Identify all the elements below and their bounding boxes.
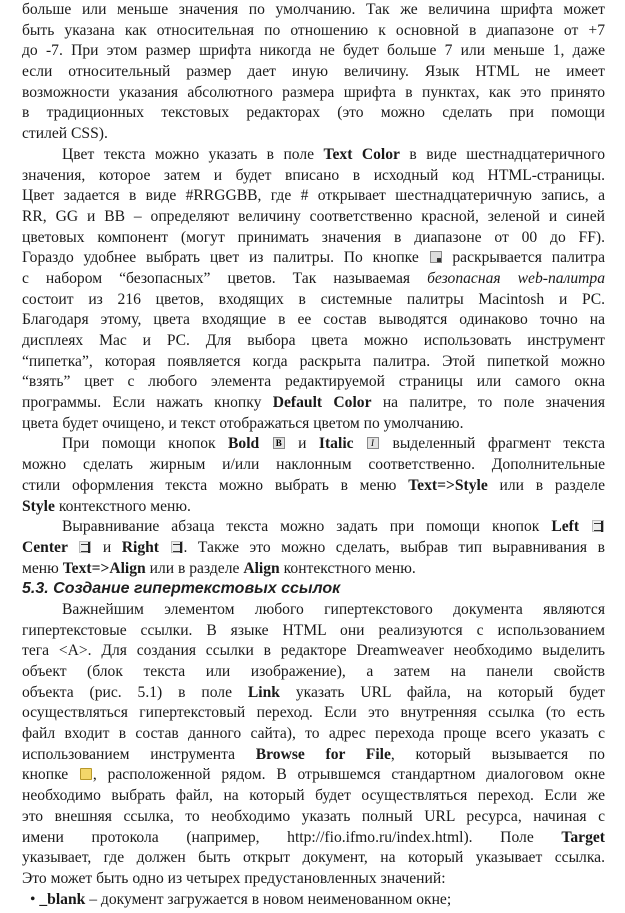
text: указывает, где должен быть открыт документ, на который указывает ссылка.: [22, 849, 605, 867]
text: выделенный фрагмент текста: [380, 435, 605, 453]
bold-term: Text=>Align: [62, 559, 146, 577]
text-line: [22, 641, 605, 662]
text: контекстного меню.: [54, 497, 191, 515]
text: можно сделать жирным и/или наклонным соответственно. Дополнительные: [22, 456, 605, 474]
text: с набором “безопасных” цветов. Так называемая: [22, 269, 428, 287]
text-line: [22, 455, 605, 476]
text: до -7. При этом размер шрифта никогда не будет больше 7 или меньше 1, даже: [22, 42, 605, 60]
text-line: [22, 621, 605, 642]
text: , который вызывается по: [390, 745, 605, 763]
text: 5.3. Создание гипертекстовых ссылок: [22, 580, 341, 598]
text-line: [22, 476, 605, 497]
text-line: [22, 248, 605, 269]
bold-term: Style: [22, 497, 55, 515]
text-line: [22, 745, 605, 766]
text: Цвет текста можно указать в поле: [62, 145, 324, 163]
text: Важнейшим элементом любого гипертекстового документа являются: [62, 600, 605, 618]
text: и: [285, 435, 319, 453]
text: Цвет задается в виде #RRGGBB, где # открывает шестнадцатеричную запись, а: [22, 187, 605, 205]
text-line: [22, 600, 605, 621]
text: дисплеях Mac и PC. Для выбора цвета можно использовать инструмент: [22, 332, 605, 349]
bold-term: Italic: [318, 435, 354, 453]
bold-button-icon: [273, 437, 285, 449]
bold-term: Align: [243, 559, 280, 577]
text-line: [22, 517, 605, 538]
text: •: [30, 890, 40, 908]
text: программы. Если нажать кнопку: [22, 394, 273, 412]
text: быть указана как относительная по отношению к основной в диапазоне от +7: [22, 21, 605, 39]
bullet-item: [22, 890, 605, 911]
text: Гораздо удобнее выбрать цвет из палитры. По кнопке: [22, 249, 429, 267]
text: осуществляться гипертекстовый переход. Если это внутренняя ссылка (то есть: [22, 704, 605, 722]
italic-term: безопасная web-палитра: [427, 269, 605, 287]
text-line: [22, 559, 605, 580]
text: [354, 435, 366, 452]
text-line: [22, 331, 605, 352]
text-line: [22, 186, 605, 207]
bold-term: Text Color: [323, 145, 400, 163]
text-line: [22, 290, 605, 311]
align-right-button-icon: [171, 541, 183, 553]
text-line: [22, 765, 605, 786]
bold-term: Text=>Style: [408, 476, 488, 494]
text-line: [22, 497, 605, 518]
align-left-button-icon: [592, 520, 604, 532]
text: это внешняя ссылка, то необходимо указать полный URL ресурса, начиная с: [22, 807, 605, 825]
bold-term: Link: [247, 683, 280, 701]
text-line: [22, 21, 605, 42]
text: цвета будет очищено, и текст отображаться цветом по умолчанию.: [22, 414, 464, 432]
text: контекстного меню.: [279, 559, 416, 577]
text-line: [22, 83, 605, 104]
text: тега <A>. Для создания ссылки в редакторе Dreamweaver необходимо выделить: [22, 642, 605, 660]
text: При помощи кнопок: [62, 435, 229, 453]
text-line: [22, 662, 605, 683]
text: в виде шестнадцатеричного: [399, 145, 605, 163]
text-line: [22, 0, 605, 21]
bold-term: Right: [121, 538, 159, 556]
text-line: [22, 414, 605, 435]
text-line: [22, 372, 605, 393]
text-line: [22, 703, 605, 724]
document-page: [22, 0, 605, 910]
text: или в разделе: [145, 559, 244, 577]
text-line: [22, 310, 605, 331]
text: имени протокола (например, http://fio.ifmo.ru/index.html). Поле: [22, 828, 562, 846]
text: Это может быть одно из четырех предустановленных значений:: [22, 869, 446, 887]
italic-button-icon: [367, 437, 379, 449]
section-heading: [22, 579, 605, 600]
text-line: [22, 828, 605, 849]
text: если относительный размер дает иную величину. Язык HTML не имеет: [22, 63, 605, 81]
text-line: [22, 807, 605, 828]
text: цветовых компонент (могут принимать значения в диапазоне от 00 до FF).: [22, 228, 605, 246]
text-line: [22, 62, 605, 83]
text-line: [22, 683, 605, 704]
bold-term: Target: [561, 828, 605, 846]
text: файл входит в состав данного сайта), то адрес перехода проще всего указать с: [22, 725, 605, 743]
text: объект (блок текста или изображение), а затем на панели свойств: [22, 663, 605, 680]
text-line: [22, 434, 605, 455]
text: необходимо выбрать файл, на который будет осуществляться переход. Если же: [22, 787, 605, 805]
text: “взять” цвет с любого элемента редактируемой страницы или самого окна: [22, 373, 605, 391]
text: стилей CSS).: [22, 125, 108, 143]
text: объекта (рис. 5.1) в поле: [22, 683, 248, 701]
text: [68, 539, 79, 556]
text: гипертекстовые ссылки. В языке HTML они реализуются с использованием: [22, 621, 605, 639]
text-line: [22, 724, 605, 745]
text-line: [22, 848, 605, 869]
text: [159, 539, 170, 556]
text-line: [22, 41, 605, 62]
text: [579, 518, 591, 535]
text: [259, 435, 271, 452]
text: или в разделе: [487, 476, 605, 494]
text-line: [22, 352, 605, 373]
text: в традиционных текстовых редакторах (это можно сделать при помощи: [22, 104, 605, 122]
text: больше или меньше значения по умолчанию. Так же величина шрифта может: [22, 1, 605, 18]
text-line: [22, 207, 605, 228]
text: RR, GG и BB – определяют величину соответственно красной, зеленой и синей: [22, 207, 605, 225]
text-line: [22, 393, 605, 414]
text: возможности указания абсолютного размера шрифта в пунктах, как это принято: [22, 83, 605, 101]
bold-term: Left: [551, 518, 580, 536]
text-line: [22, 166, 605, 187]
text: использованием инструмента: [22, 745, 256, 763]
text: . Также это можно сделать, выбрав тип выравнивания в: [183, 538, 605, 556]
text: Выравнивание абзаца текста можно задать при помощи кнопок: [62, 518, 552, 536]
bold-term: Bold: [228, 435, 260, 453]
folder-browse-icon: [80, 768, 92, 780]
text: на палитре, то поле значения: [371, 394, 605, 412]
bold-term: Browse for File: [255, 745, 391, 763]
text: , расположенной рядом. В отрывшемся стандартном диалоговом окне: [92, 766, 605, 784]
text: раскрывается палитра: [442, 249, 606, 267]
text-line: [22, 124, 605, 145]
text: меню: [22, 559, 63, 577]
text-line: [22, 228, 605, 249]
text: стили оформления текста можно выбрать в меню: [22, 476, 409, 494]
bold-term: Center: [22, 538, 68, 556]
text: кнопке: [22, 766, 79, 784]
color-palette-button-icon: [430, 251, 442, 263]
text-line: [22, 869, 605, 890]
text: и: [92, 538, 122, 556]
text-line: [22, 538, 605, 559]
text: указать URL файла, на который будет: [279, 683, 605, 701]
bold-term: _blank: [39, 890, 86, 908]
text: Благодаря этому, цвета входящие в ее состав выводятся одинаково точно на: [22, 311, 605, 329]
text: состоит из 216 цветов, входящих в системные палитры Macintosh и PC.: [22, 290, 605, 308]
text-line: [22, 103, 605, 124]
align-center-button-icon: [79, 541, 91, 553]
text-line: [22, 786, 605, 807]
bold-term: Default Color: [272, 394, 372, 412]
text-line: [22, 269, 605, 290]
text: “пипетка”, которая появляется когда раскрыта палитра. Этой пипеткой можно: [22, 352, 605, 370]
text: – документ загружается в новом неименованном окне;: [85, 890, 452, 908]
text: значения, которое затем и будет вписано в исходный код HTML-страницы.: [22, 166, 605, 184]
text-line: [22, 145, 605, 166]
